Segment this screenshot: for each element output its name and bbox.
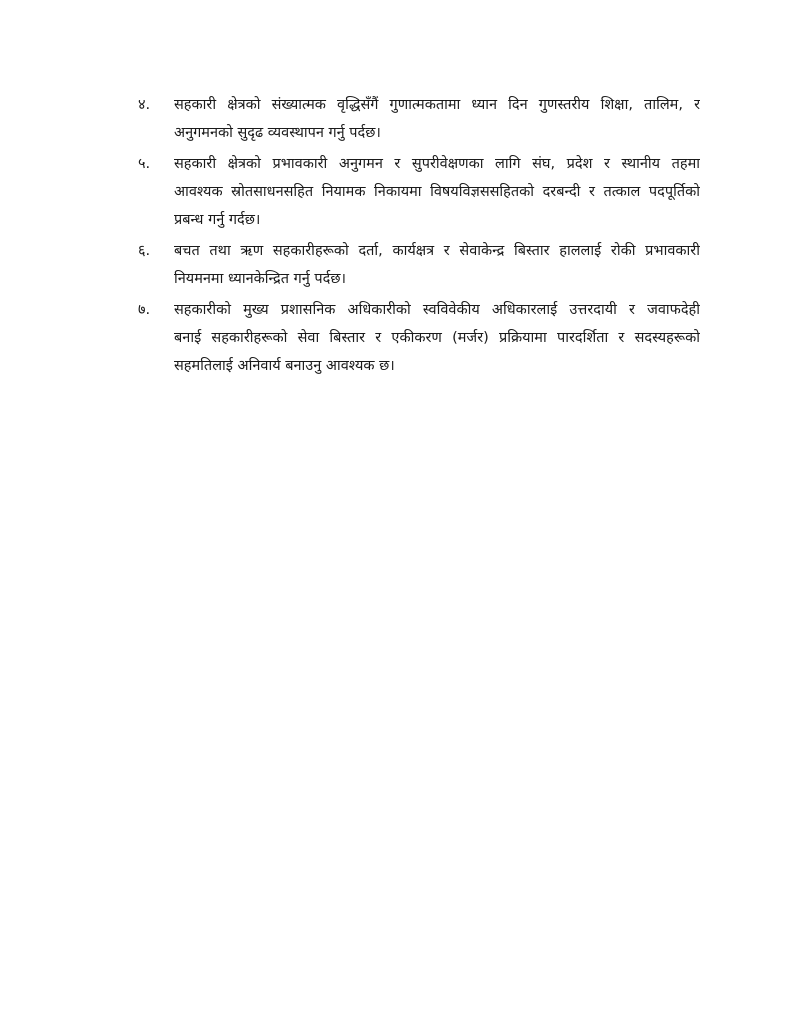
- list-item-text-line: बनाई सहकारीहरूको सेवा बिस्तार र एकीकरण (मर्जर) प्रक्रियामा पारदर्शिता र सदस्यहरूको: [174, 330, 700, 346]
- list-item: [138, 296, 700, 380]
- list-item-text-line: सहकारी क्षेत्रको प्रभावकारी अनुगमन र सुपरीवेक्षणका लागि संघ, प्रदेश र स्थानीय तहमा: [174, 156, 700, 172]
- list-item: [138, 91, 700, 147]
- list-item: [138, 237, 700, 293]
- list-item-number: ५.: [138, 156, 151, 172]
- list-item-text-line: आवश्यक स्रोतसाधनसहित नियामक निकायमा विषयविज्ञससहितको दरबन्दी र तत्काल पदपूर्तिको: [174, 184, 700, 200]
- recommendation-list: [138, 91, 700, 383]
- list-item-number: ४.: [138, 97, 151, 113]
- list-item-text-line: सहकारीको मुख्य प्रशासनिक अधिकारीको स्वविवेकीय अधिकारलाई उत्तरदायी र जवाफदेही: [174, 302, 700, 318]
- list-item-number: ७.: [138, 302, 151, 318]
- list-item-text-line: बचत तथा ऋण सहकारीहरूको दर्ता, कार्यक्षत्र र सेवाकेन्द्र बिस्तार हाललाई रोकी प्रभावकारी: [174, 243, 700, 259]
- list-item-text-line: सहमतिलाई अनिवार्य बनाउनु आवश्यक छ।: [174, 358, 395, 374]
- list-item-text-line: नियमनमा ध्यानकेन्द्रित गर्नु पर्दछ।: [174, 271, 346, 287]
- list-item: [138, 150, 700, 234]
- list-item-text-line: सहकारी क्षेत्रको संख्यात्मक वृद्धिसँगैं गुणात्मकतामा ध्यान दिन गुणस्तरीय शिक्षा, तालिम, र: [174, 97, 700, 113]
- list-item-text-line: प्रबन्ध गर्नु गर्दछ।: [174, 212, 261, 228]
- list-item-number: ६.: [138, 243, 151, 259]
- list-item-text-line: अनुगमनको सुदृढ व्यवस्थापन गर्नु पर्दछ।: [174, 125, 381, 141]
